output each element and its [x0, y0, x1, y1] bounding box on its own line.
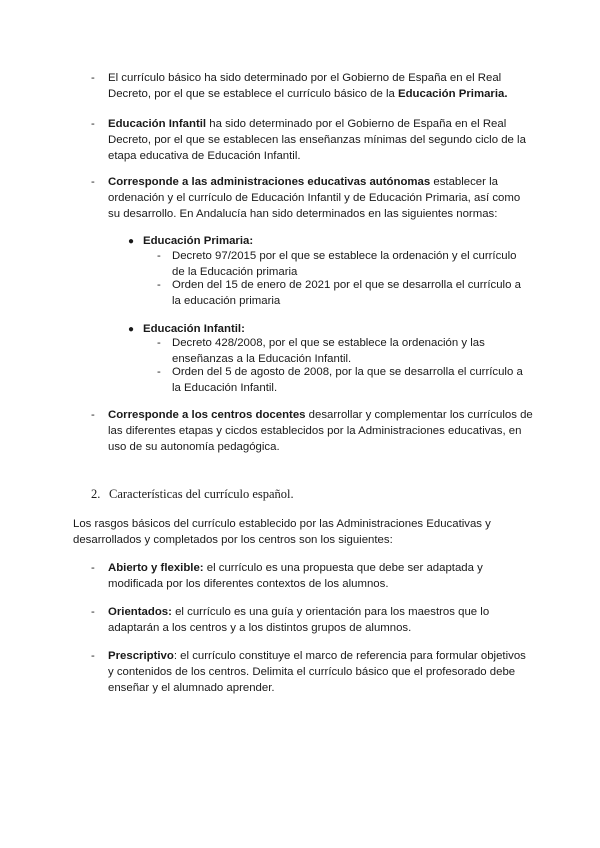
list-item-text: desarrollar y complementar los currículos de las diferentes etapas y cicdos establecidos por la Administraciones educativas, en uso de su autonomía pedagógica.: [108, 409, 533, 453]
feature-bold: Orientados:: [108, 606, 172, 618]
norm-item: Orden del 15 de enero de 2021 por el que se desarrolla el currículo a la educación primaria: [172, 279, 521, 307]
list-dash: -: [157, 366, 161, 378]
feature-orientados: [108, 604, 533, 636]
list-item-educacion-infantil: [108, 116, 533, 164]
section-number: 2.: [91, 487, 101, 501]
list-item-bold: Educación Primaria.: [398, 88, 508, 100]
subsection-title-infantil: Educación Infantil:: [143, 323, 245, 335]
feature-bold: Prescriptivo: [108, 650, 174, 662]
list-dash: -: [91, 176, 95, 188]
list-item-text: El currículo básico ha sido determinado por el Gobierno de España en el Real Decreto, por el que se establece el currículo básico de la: [108, 72, 502, 100]
list-dash: -: [157, 250, 161, 262]
list-dash: -: [91, 72, 95, 84]
feature-prescriptivo: [108, 648, 533, 696]
list-dash: -: [157, 337, 161, 349]
list-dash: -: [157, 279, 161, 291]
norm-item: Decreto 97/2015 por el que se establece la ordenación y el currículo de la Educación primaria: [172, 250, 517, 278]
list-item-centros-docentes: [108, 407, 533, 455]
list-dash: -: [91, 650, 95, 662]
bullet-icon: ●: [128, 236, 135, 247]
feature-text: : el currículo constituye el marco de referencia para formular objetivos y contenidos de los centros. Delimita el currículo básico que el profesorado debe enseñar y el alumnado aprender.: [108, 650, 526, 694]
list-dash: -: [91, 409, 95, 421]
feature-text: el currículo es una propuesta que debe ser adaptada y modificada por los diferentes contextos de los alumnos.: [108, 562, 483, 590]
feature-abierto-flexible: [108, 560, 533, 592]
norm-item: Orden del 5 de agosto de 2008, por la que se desarrolla el currículo a la Educación Infantil.: [172, 366, 523, 394]
list-item-bold: Corresponde a las administraciones educativas autónomas: [108, 176, 431, 188]
list-item-bold: Educación Infantil: [108, 118, 207, 130]
list-item-bold: Corresponde a los centros docentes: [108, 409, 306, 421]
norm-item: Decreto 428/2008, por el que se establece la ordenación y las enseñanzas a la Educación Infantil.: [172, 337, 485, 365]
list-item-curriculo-basico: [108, 70, 533, 102]
list-item-text: establecer la ordenación y el currículo de Educación Infantil y de Educación Primaria, así como su desarrollo. En Andalucía han sido determinados en las siguientes normas:: [108, 176, 521, 220]
section-title: Características del currículo español.: [109, 487, 294, 501]
list-dash: -: [91, 118, 95, 130]
list-dash: -: [91, 606, 95, 618]
section-heading: [91, 486, 294, 502]
feature-text: el currículo es una guía y orientación para los maestros que lo adaptarán a los centros y a los distintos grupos de alumnos.: [108, 606, 490, 634]
subsection-title-primaria: Educación Primaria:: [143, 235, 254, 247]
bullet-icon: ●: [128, 324, 135, 335]
feature-bold: Abierto y flexible:: [108, 562, 204, 574]
list-dash: -: [91, 562, 95, 574]
list-item-administraciones: [108, 174, 533, 222]
intro-paragraph: Los rasgos básicos del currículo establecido por las Administraciones Educativas y desarrollados y completados por los centros son los siguientes:: [73, 518, 491, 546]
list-item-text: ha sido determinado por el Gobierno de España en el Real Decreto, por el que se establecen las enseñanzas mínimas del segundo ciclo de la etapa educativa de Educación Infantil.: [108, 118, 526, 162]
